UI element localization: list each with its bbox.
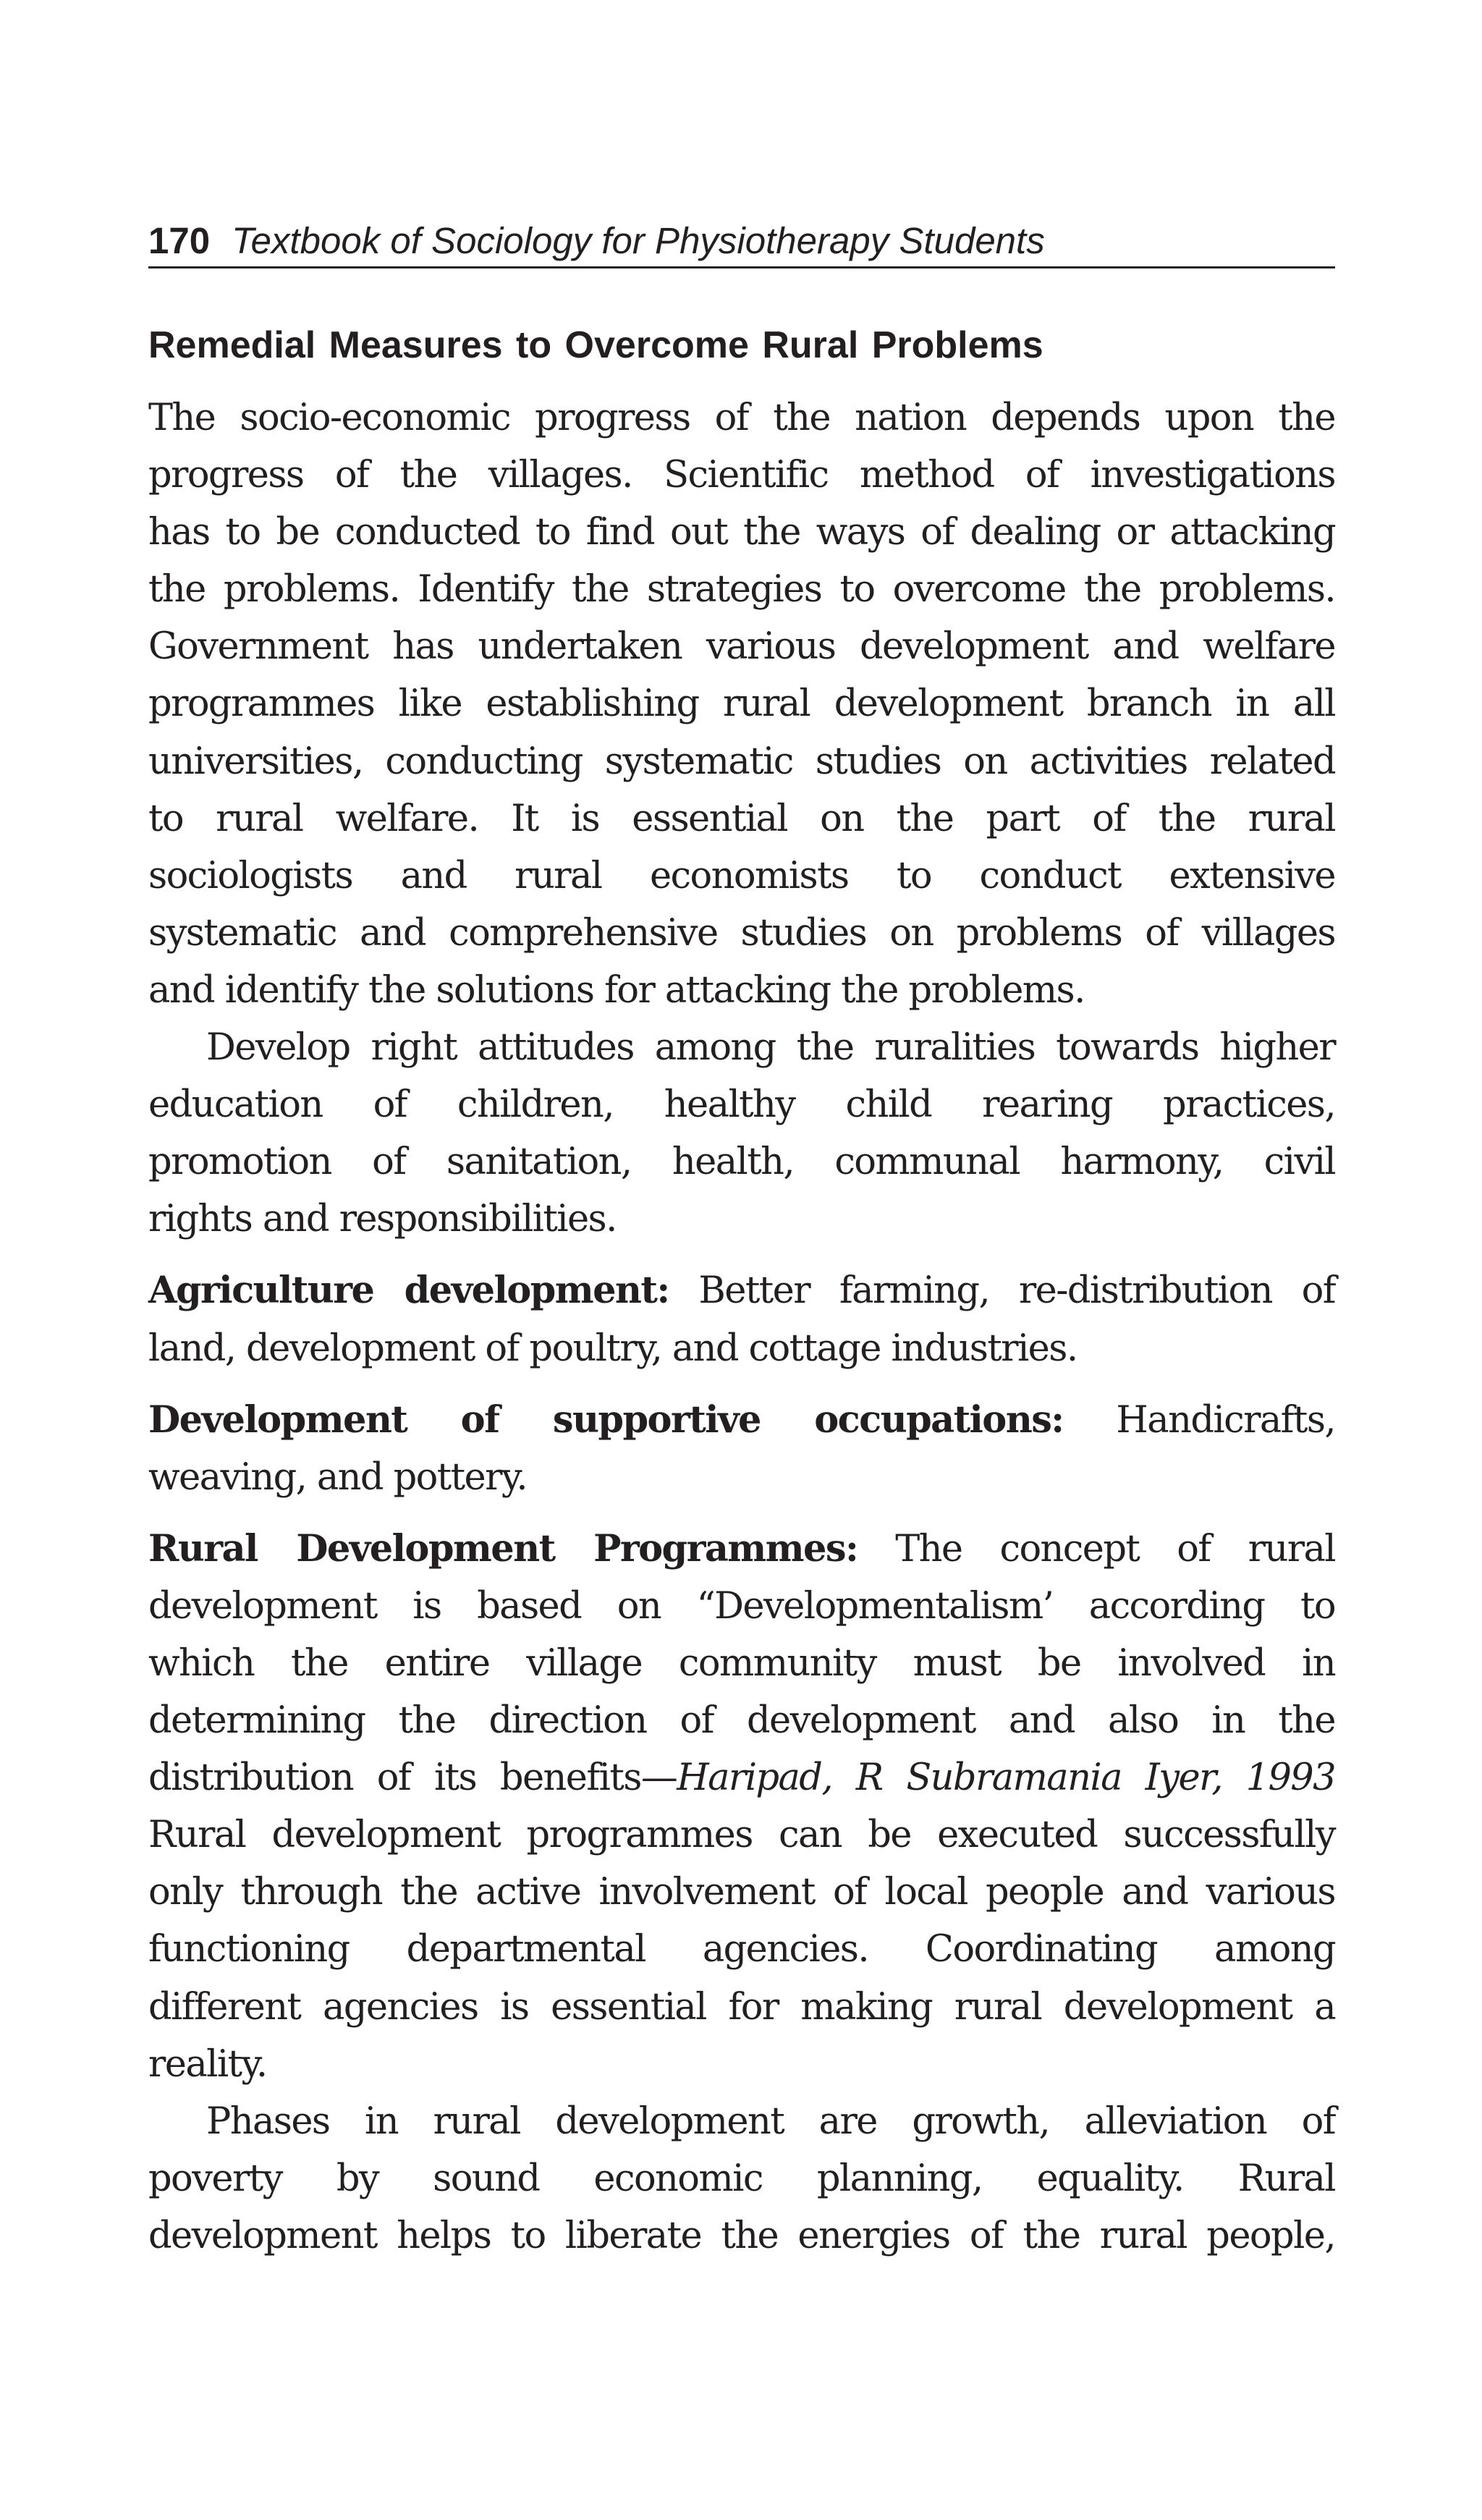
text-line: systematic and comprehensive studies on problems of villages — [148, 911, 1335, 955]
text-line: land, development of poultry, and cottage industries. — [148, 1327, 1077, 1370]
text-line: functioning departmental agencies. Coordinating among — [148, 1928, 1335, 1971]
text-line: determining the direction of development and also in the — [148, 1699, 1335, 1743]
text-line: Rural development programmes can be executed successfully — [148, 1814, 1335, 1857]
paragraph-phases-rural-development — [148, 2093, 1335, 2265]
text-line: development helps to liberate the energies of the rural people, — [148, 2214, 1335, 2257]
paragraph-agriculture-development — [148, 1262, 1335, 1377]
text-line: sociologists and rural economists to conduct extensive — [148, 854, 1335, 897]
text-line: progress of the villages. Scientific method of investigations — [148, 454, 1335, 497]
text-line: the problems. Identify the strategies to overcome the problems. — [148, 568, 1335, 612]
text-line: reality. — [148, 2042, 267, 2086]
run-in-heading: Development of supportive occupations: — [148, 1398, 1064, 1442]
text-line: which the entire village community must be involved in — [148, 1641, 1335, 1685]
text-run: Better farming, re-distribution of — [669, 1269, 1336, 1313]
text-line: programmes like establishing rural development branch in all — [148, 682, 1335, 726]
text-line: development is based on “Developmentalism’ according to — [148, 1584, 1335, 1628]
text-line: only through the active involvement of local people and various — [148, 1871, 1335, 1914]
text-line: Government has undertaken various development and welfare — [148, 625, 1335, 669]
running-head — [148, 216, 1335, 269]
paragraph-right-attitudes — [148, 1019, 1335, 1248]
text-line: and identify the solutions for attacking the problems. — [148, 968, 1085, 1012]
text-line: The socio-economic progress of the nation depends upon the — [148, 397, 1335, 439]
citation: Haripad, R Subramania Iyer, 1993 — [677, 1756, 1336, 1800]
text-line: to rural welfare. It is essential on the part of the rural — [148, 797, 1335, 840]
paragraph-socio-economic-progress — [148, 389, 1335, 1019]
text-run: The concept of rural — [858, 1527, 1335, 1570]
paragraph-rural-development-programmes — [148, 1521, 1335, 2093]
text-line: different agencies is essential for making rural development a — [148, 1985, 1335, 2029]
text-line: poverty by sound economic planning, equality. Rural — [148, 2157, 1335, 2200]
text-run: distribution of its benefits— — [148, 1756, 677, 1800]
text-line: education of children, healthy child rearing practices, — [148, 1083, 1335, 1127]
text-line — [148, 1392, 1335, 1449]
run-in-heading: Rural Development Programmes: — [148, 1526, 858, 1570]
run-in-heading: Agriculture development: — [148, 1269, 669, 1313]
text-line: Phases in rural development are growth, alleviation of — [206, 2100, 1335, 2143]
page-number: 170 — [148, 220, 211, 261]
text-line: weaving, and pottery. — [148, 1455, 527, 1499]
running-title: Textbook of Sociology for Physiotherapy Students — [232, 220, 1045, 261]
section-heading: Remedial Measures to Overcome Rural Problems — [148, 324, 1043, 366]
body-text — [148, 389, 1335, 2265]
text-line: has to be conducted to find out the ways of dealing or attacking — [148, 511, 1335, 554]
text-line — [148, 1521, 1335, 1578]
text-line — [148, 1749, 1335, 1806]
text-line: promotion of sanitation, health, communal harmony, civil — [148, 1141, 1335, 1184]
text-line: universities, conducting systematic studies on activities related — [148, 740, 1335, 783]
text-line: Develop right attitudes among the ruralities towards higher — [206, 1026, 1335, 1070]
paragraph-supportive-occupations — [148, 1392, 1335, 1506]
text-run: Handicrafts, — [1063, 1398, 1336, 1442]
text-line — [148, 1262, 1335, 1319]
text-line: rights and responsibilities. — [148, 1198, 617, 1241]
